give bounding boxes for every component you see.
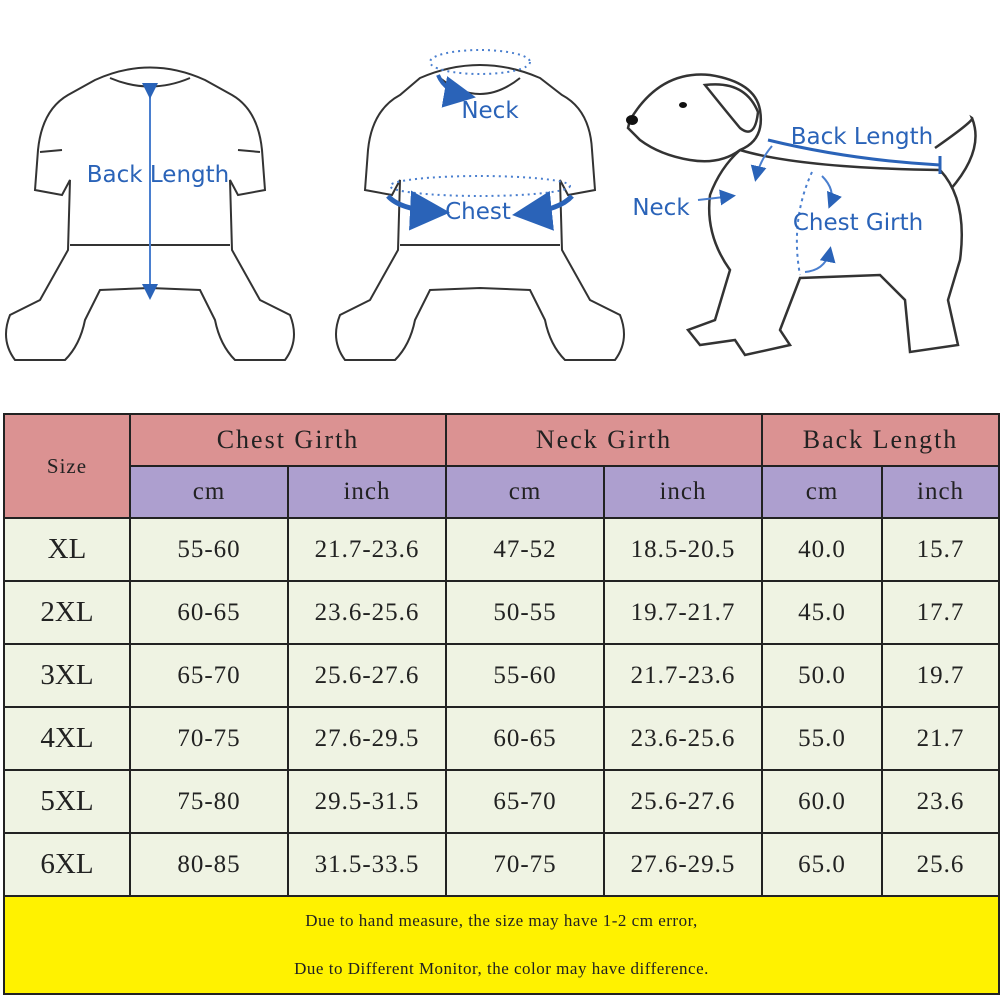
value-cell: 15.7 xyxy=(882,518,999,581)
value-cell: 50.0 xyxy=(762,644,882,707)
unit-header-row xyxy=(4,466,999,518)
value-cell: 25.6 xyxy=(882,833,999,896)
size-cell: 2XL xyxy=(4,581,130,644)
notes-cell xyxy=(4,896,999,994)
measurement-illustrations xyxy=(0,0,1000,400)
measurement-diagram-svg xyxy=(0,0,1000,400)
back-length-label: Back Length xyxy=(86,162,230,188)
value-cell: 65-70 xyxy=(446,770,604,833)
value-cell: 55-60 xyxy=(446,644,604,707)
value-cell: 17.7 xyxy=(882,581,999,644)
chest-label: Chest xyxy=(445,199,511,225)
size-cell: XL xyxy=(4,518,130,581)
size-cell: 5XL xyxy=(4,770,130,833)
value-cell: 55.0 xyxy=(762,707,882,770)
table-row xyxy=(4,833,999,896)
chest-girth-header: Chest Girth xyxy=(130,414,446,466)
value-cell: 27.6-29.5 xyxy=(604,833,762,896)
value-cell: 60-65 xyxy=(130,581,288,644)
value-cell: 21.7 xyxy=(882,707,999,770)
value-cell: 40.0 xyxy=(762,518,882,581)
group-header-row xyxy=(4,414,999,466)
unit-header: inch xyxy=(882,466,999,518)
value-cell: 45.0 xyxy=(762,581,882,644)
value-cell: 21.7-23.6 xyxy=(604,644,762,707)
unit-header: cm xyxy=(762,466,882,518)
value-cell: 70-75 xyxy=(446,833,604,896)
neck-girth-header: Neck Girth xyxy=(446,414,762,466)
unit-header: cm xyxy=(446,466,604,518)
measure-note: Due to hand measure, the size may have 1-2 cm error, xyxy=(305,911,698,930)
dog-neck-label: Neck xyxy=(632,195,690,221)
value-cell: 23.6-25.6 xyxy=(288,581,446,644)
value-cell: 65-70 xyxy=(130,644,288,707)
value-cell: 25.6-27.6 xyxy=(288,644,446,707)
value-cell: 55-60 xyxy=(130,518,288,581)
color-note: Due to Different Monitor, the color may have difference. xyxy=(294,959,709,978)
value-cell: 50-55 xyxy=(446,581,604,644)
size-chart-table xyxy=(3,413,1000,995)
neck-label: Neck xyxy=(461,98,519,124)
value-cell: 19.7 xyxy=(882,644,999,707)
table-row xyxy=(4,644,999,707)
value-cell: 75-80 xyxy=(130,770,288,833)
value-cell: 23.6-25.6 xyxy=(604,707,762,770)
value-cell: 29.5-31.5 xyxy=(288,770,446,833)
dog-back-length-label: Back Length xyxy=(790,124,934,150)
value-cell: 47-52 xyxy=(446,518,604,581)
value-cell: 31.5-33.5 xyxy=(288,833,446,896)
table-row xyxy=(4,518,999,581)
size-cell: 3XL xyxy=(4,644,130,707)
table-row xyxy=(4,770,999,833)
back-length-header: Back Length xyxy=(762,414,999,466)
value-cell: 27.6-29.5 xyxy=(288,707,446,770)
unit-header: inch xyxy=(288,466,446,518)
value-cell: 23.6 xyxy=(882,770,999,833)
value-cell: 65.0 xyxy=(762,833,882,896)
value-cell: 18.5-20.5 xyxy=(604,518,762,581)
value-cell: 21.7-23.6 xyxy=(288,518,446,581)
table-row xyxy=(4,581,999,644)
size-cell: 6XL xyxy=(4,833,130,896)
value-cell: 60.0 xyxy=(762,770,882,833)
size-cell: 4XL xyxy=(4,707,130,770)
unit-header: cm xyxy=(130,466,288,518)
dog-nose xyxy=(626,115,638,125)
value-cell: 80-85 xyxy=(130,833,288,896)
dog-chest-girth-label: Chest Girth xyxy=(792,210,924,236)
value-cell: 19.7-21.7 xyxy=(604,581,762,644)
value-cell: 60-65 xyxy=(446,707,604,770)
table-row xyxy=(4,707,999,770)
value-cell: 25.6-27.6 xyxy=(604,770,762,833)
dog-eye xyxy=(679,102,687,108)
notes-row xyxy=(4,896,999,994)
unit-header: inch xyxy=(604,466,762,518)
value-cell: 70-75 xyxy=(130,707,288,770)
size-header: Size xyxy=(4,414,130,518)
